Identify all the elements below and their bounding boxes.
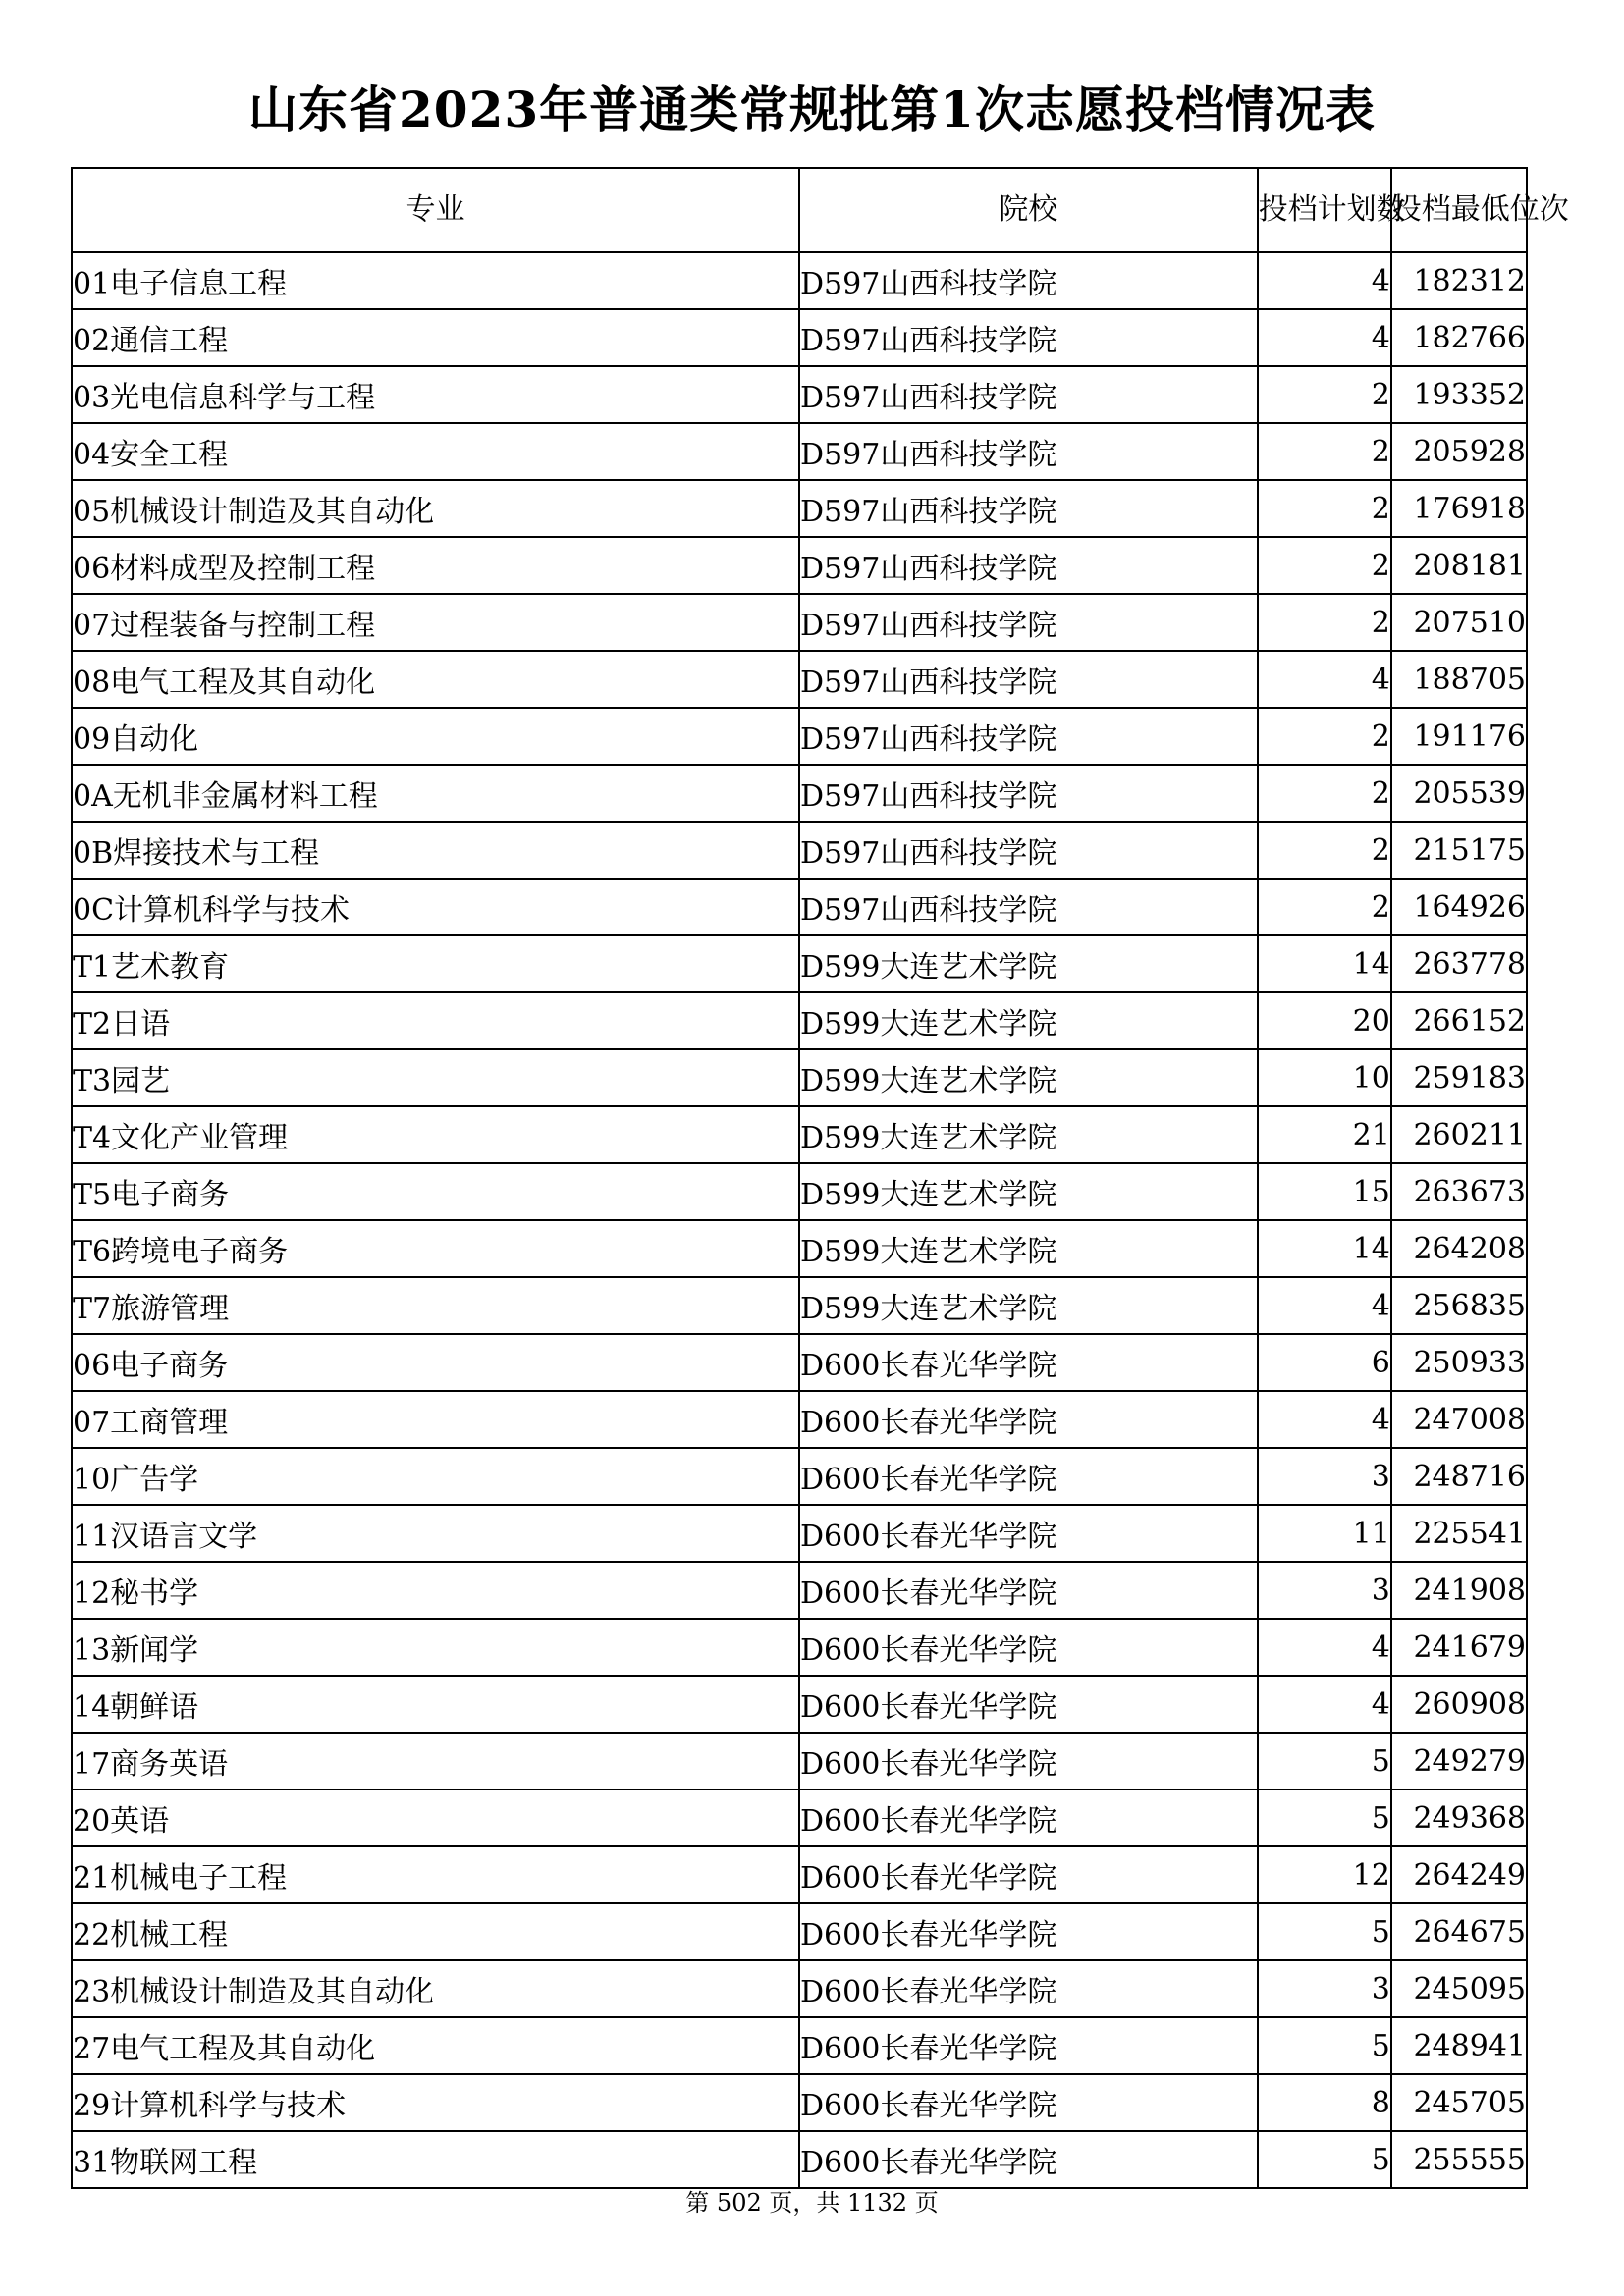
cell-major: T1艺术教育 [72, 935, 799, 992]
cell-major: 0C计算机科学与技术 [72, 879, 799, 935]
page-title: 山东省2023年普通类常规批第1次志愿投档情况表 [248, 80, 1376, 138]
cell-major: T5电子商务 [72, 1163, 799, 1220]
cell-plan: 11 [1258, 1505, 1391, 1562]
table-row [72, 1619, 1527, 1676]
cell-rank: 264249 [1391, 1846, 1527, 1903]
table-row [72, 1960, 1527, 2017]
table-row [72, 822, 1527, 879]
table-row [72, 1676, 1527, 1733]
cell-school: D597山西科技学院 [799, 480, 1258, 537]
cell-major: 29计算机科学与技术 [72, 2074, 799, 2131]
cell-plan: 2 [1258, 594, 1391, 651]
admission-table [71, 167, 1569, 2189]
cell-rank: 191176 [1391, 708, 1527, 765]
cell-plan: 3 [1258, 1448, 1391, 1505]
cell-school: D600长春光华学院 [799, 1960, 1258, 2017]
cell-school: D600长春光华学院 [799, 1619, 1258, 1676]
cell-rank: 182312 [1391, 252, 1527, 309]
cell-rank: 164926 [1391, 879, 1527, 935]
page-footer: 第 502 页，共 1132 页 [685, 2189, 939, 2216]
cell-plan: 15 [1258, 1163, 1391, 1220]
table-row [72, 1049, 1527, 1106]
cell-plan: 4 [1258, 1676, 1391, 1733]
cell-school: D599大连艺术学院 [799, 1049, 1258, 1106]
cell-school: D600长春光华学院 [799, 1334, 1258, 1391]
table-row [72, 2017, 1527, 2074]
table-row [72, 366, 1527, 423]
cell-school: D597山西科技学院 [799, 765, 1258, 822]
cell-school: D597山西科技学院 [799, 594, 1258, 651]
cell-major: 04安全工程 [72, 423, 799, 480]
cell-plan: 10 [1258, 1049, 1391, 1106]
header-school: 院校 [799, 168, 1258, 252]
cell-rank: 208181 [1391, 537, 1527, 594]
cell-major: 12秘书学 [72, 1562, 799, 1619]
table-row [72, 1903, 1527, 1960]
cell-school: D599大连艺术学院 [799, 1277, 1258, 1334]
cell-plan: 4 [1258, 1619, 1391, 1676]
table-row [72, 480, 1527, 537]
cell-rank: 241679 [1391, 1619, 1527, 1676]
table-row [72, 423, 1527, 480]
cell-school: D599大连艺术学院 [799, 1163, 1258, 1220]
cell-major: 14朝鲜语 [72, 1676, 799, 1733]
cell-school: D600长春光华学院 [799, 2131, 1258, 2188]
cell-school: D600长春光华学院 [799, 1846, 1258, 1903]
cell-major: 0A无机非金属材料工程 [72, 765, 799, 822]
header-rank: 投档最低位次 [1391, 168, 1527, 252]
cell-rank: 207510 [1391, 594, 1527, 651]
cell-major: 06电子商务 [72, 1334, 799, 1391]
cell-plan: 5 [1258, 1733, 1391, 1789]
table-row [72, 1562, 1527, 1619]
cell-school: D600长春光华学院 [799, 1903, 1258, 1960]
cell-major: 0B焊接技术与工程 [72, 822, 799, 879]
cell-school: D597山西科技学院 [799, 252, 1258, 309]
cell-school: D600长春光华学院 [799, 2017, 1258, 2074]
cell-rank: 266152 [1391, 992, 1527, 1049]
cell-plan: 4 [1258, 1277, 1391, 1334]
cell-plan: 14 [1258, 1220, 1391, 1277]
cell-school: D600长春光华学院 [799, 1789, 1258, 1846]
table-row [72, 1334, 1527, 1391]
cell-rank: 245095 [1391, 1960, 1527, 2017]
cell-rank: 176918 [1391, 480, 1527, 537]
cell-plan: 2 [1258, 423, 1391, 480]
cell-rank: 205928 [1391, 423, 1527, 480]
table-row [72, 1106, 1527, 1163]
table-row [72, 765, 1527, 822]
cell-rank: 260211 [1391, 1106, 1527, 1163]
cell-plan: 3 [1258, 1562, 1391, 1619]
cell-major: T3园艺 [72, 1049, 799, 1106]
cell-major: 07过程装备与控制工程 [72, 594, 799, 651]
cell-school: D600长春光华学院 [799, 1391, 1258, 1448]
cell-major: 13新闻学 [72, 1619, 799, 1676]
cell-school: D600长春光华学院 [799, 1448, 1258, 1505]
cell-major: 31物联网工程 [72, 2131, 799, 2188]
cell-major: 21机械电子工程 [72, 1846, 799, 1903]
table-row [72, 1505, 1527, 1562]
table-row [72, 1733, 1527, 1789]
cell-rank: 250933 [1391, 1334, 1527, 1391]
header-plan: 投档计划数 [1258, 168, 1391, 252]
cell-rank: 263778 [1391, 935, 1527, 992]
cell-rank: 188705 [1391, 651, 1527, 708]
table-row [72, 1789, 1527, 1846]
table-row [72, 1277, 1527, 1334]
table-row [72, 1220, 1527, 1277]
cell-major: 05机械设计制造及其自动化 [72, 480, 799, 537]
cell-major: 01电子信息工程 [72, 252, 799, 309]
cell-school: D597山西科技学院 [799, 423, 1258, 480]
cell-rank: 215175 [1391, 822, 1527, 879]
cell-major: 23机械设计制造及其自动化 [72, 1960, 799, 2017]
cell-rank: 256835 [1391, 1277, 1527, 1334]
table-row [72, 1391, 1527, 1448]
cell-plan: 21 [1258, 1106, 1391, 1163]
cell-major: 11汉语言文学 [72, 1505, 799, 1562]
cell-plan: 2 [1258, 537, 1391, 594]
table-row [72, 935, 1527, 992]
table-row [72, 992, 1527, 1049]
cell-school: D599大连艺术学院 [799, 935, 1258, 992]
cell-plan: 8 [1258, 2074, 1391, 2131]
cell-rank: 247008 [1391, 1391, 1527, 1448]
cell-school: D599大连艺术学院 [799, 1106, 1258, 1163]
cell-plan: 3 [1258, 1960, 1391, 2017]
cell-major: T7旅游管理 [72, 1277, 799, 1334]
cell-plan: 20 [1258, 992, 1391, 1049]
cell-school: D600长春光华学院 [799, 1505, 1258, 1562]
cell-major: 10广告学 [72, 1448, 799, 1505]
table-body [72, 252, 1527, 2188]
cell-plan: 2 [1258, 366, 1391, 423]
cell-major: T4文化产业管理 [72, 1106, 799, 1163]
cell-major: T6跨境电子商务 [72, 1220, 799, 1277]
cell-major: 09自动化 [72, 708, 799, 765]
cell-plan: 14 [1258, 935, 1391, 992]
cell-school: D600长春光华学院 [799, 2074, 1258, 2131]
cell-rank: 248716 [1391, 1448, 1527, 1505]
cell-plan: 5 [1258, 2017, 1391, 2074]
cell-school: D597山西科技学院 [799, 651, 1258, 708]
cell-plan: 12 [1258, 1846, 1391, 1903]
cell-plan: 5 [1258, 1789, 1391, 1846]
cell-school: D597山西科技学院 [799, 822, 1258, 879]
cell-rank: 255555 [1391, 2131, 1527, 2188]
table-row [72, 651, 1527, 708]
cell-rank: 260908 [1391, 1676, 1527, 1733]
cell-school: D599大连艺术学院 [799, 992, 1258, 1049]
cell-major: 22机械工程 [72, 1903, 799, 1960]
table-row [72, 1163, 1527, 1220]
cell-rank: 241908 [1391, 1562, 1527, 1619]
cell-school: D597山西科技学院 [799, 309, 1258, 366]
table-row [72, 879, 1527, 935]
cell-school: D600长春光华学院 [799, 1562, 1258, 1619]
table-row [72, 1846, 1527, 1903]
cell-major: 06材料成型及控制工程 [72, 537, 799, 594]
cell-plan: 5 [1258, 2131, 1391, 2188]
cell-rank: 249279 [1391, 1733, 1527, 1789]
table-row [72, 309, 1527, 366]
cell-major: 17商务英语 [72, 1733, 799, 1789]
cell-rank: 225541 [1391, 1505, 1527, 1562]
cell-rank: 193352 [1391, 366, 1527, 423]
cell-school: D599大连艺术学院 [799, 1220, 1258, 1277]
table-row [72, 708, 1527, 765]
cell-plan: 2 [1258, 822, 1391, 879]
table-row [72, 1448, 1527, 1505]
cell-rank: 182766 [1391, 309, 1527, 366]
cell-major: T2日语 [72, 992, 799, 1049]
table-row [72, 537, 1527, 594]
cell-school: D600长春光华学院 [799, 1676, 1258, 1733]
cell-major: 27电气工程及其自动化 [72, 2017, 799, 2074]
table-row [72, 594, 1527, 651]
cell-plan: 5 [1258, 1903, 1391, 1960]
cell-rank: 248941 [1391, 2017, 1527, 2074]
cell-plan: 4 [1258, 309, 1391, 366]
cell-plan: 6 [1258, 1334, 1391, 1391]
table-row [72, 252, 1527, 309]
cell-school: D600长春光华学院 [799, 1733, 1258, 1789]
cell-school: D597山西科技学院 [799, 879, 1258, 935]
cell-rank: 249368 [1391, 1789, 1527, 1846]
cell-rank: 245705 [1391, 2074, 1527, 2131]
cell-plan: 2 [1258, 879, 1391, 935]
cell-major: 02通信工程 [72, 309, 799, 366]
cell-school: D597山西科技学院 [799, 366, 1258, 423]
header-major: 专业 [72, 168, 799, 252]
cell-major: 03光电信息科学与工程 [72, 366, 799, 423]
cell-plan: 2 [1258, 480, 1391, 537]
table-row [72, 2074, 1527, 2131]
cell-rank: 264675 [1391, 1903, 1527, 1960]
cell-school: D597山西科技学院 [799, 537, 1258, 594]
table-row [72, 2131, 1527, 2188]
cell-rank: 264208 [1391, 1220, 1527, 1277]
cell-plan: 4 [1258, 651, 1391, 708]
cell-rank: 263673 [1391, 1163, 1527, 1220]
table-header [72, 168, 1569, 252]
cell-major: 20英语 [72, 1789, 799, 1846]
cell-major: 07工商管理 [72, 1391, 799, 1448]
cell-plan: 2 [1258, 765, 1391, 822]
cell-major: 08电气工程及其自动化 [72, 651, 799, 708]
cell-plan: 4 [1258, 1391, 1391, 1448]
cell-plan: 4 [1258, 252, 1391, 309]
cell-rank: 259183 [1391, 1049, 1527, 1106]
cell-school: D597山西科技学院 [799, 708, 1258, 765]
cell-plan: 2 [1258, 708, 1391, 765]
cell-rank: 205539 [1391, 765, 1527, 822]
